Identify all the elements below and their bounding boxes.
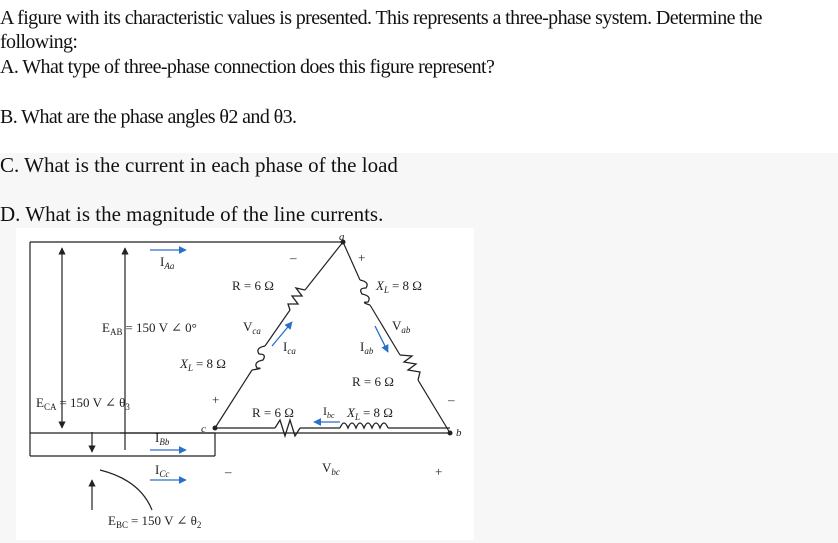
r-ab-label: R = 6 Ω bbox=[352, 374, 394, 389]
node-a-label: a bbox=[339, 231, 345, 243]
i-ca-label: $I_{ca}$ bbox=[283, 339, 296, 356]
plus-bc: + bbox=[435, 464, 443, 479]
xl-bc-label: $X_L = 8$ Ω bbox=[347, 405, 393, 422]
v-bc-label: $V_{bc}$ bbox=[322, 460, 340, 477]
node-c-dot bbox=[213, 426, 218, 431]
plus-ab: + bbox=[358, 250, 366, 265]
node-b-dot bbox=[448, 431, 453, 436]
figure-panel bbox=[16, 228, 474, 540]
xl-ab-label: $X_L = 8$ Ω bbox=[376, 278, 422, 295]
question-a: A. What type of three-phase connection does this figure represent? bbox=[0, 56, 495, 78]
minus-ab: – bbox=[448, 392, 455, 407]
i-ab-label: $I_{ab}$ bbox=[360, 339, 374, 356]
v-ab-label: $V_{ab}$ bbox=[392, 318, 411, 335]
xl-ca-label: $X_L = 8$ Ω bbox=[180, 356, 226, 373]
intro-line-1: A figure with its characteristic values is presented. This represents a three-phase system. Determine the bbox=[0, 7, 762, 29]
e-ab-label: $E_{AB} = 150$ V ∠ 0° bbox=[102, 320, 197, 337]
r-ca-label: R = 6 Ω bbox=[232, 278, 274, 293]
question-d: D. What is the magnitude of the line currents. bbox=[0, 202, 384, 226]
plus-ca: + bbox=[212, 392, 220, 407]
node-c-label: c bbox=[201, 423, 206, 435]
question-c: C. What is the current in each phase of the load bbox=[0, 153, 398, 177]
e-bc-label: $E_{BC} = 150$ V ∠ $\theta_2$ bbox=[108, 513, 202, 530]
node-b-label: b bbox=[456, 427, 462, 439]
r-bc-label: R = 6 Ω bbox=[252, 405, 294, 420]
i-bc-label: $I_{bc}$ bbox=[323, 404, 335, 420]
v-ca-label: $V_{ca}$ bbox=[243, 319, 261, 336]
minus-ca: – bbox=[290, 250, 297, 265]
i-cc-label: $I_{Cc}$ bbox=[155, 462, 170, 479]
i-aa-label: $I_{Aa}$ bbox=[160, 254, 175, 271]
i-bb-label: $I_{Bb}$ bbox=[155, 430, 170, 447]
e-ca-label: $E_{CA} = 150$ V ∠ $\theta_3$ bbox=[36, 395, 130, 412]
question-b: B. What are the phase angles θ2 and θ3. bbox=[0, 106, 297, 128]
minus-bc: – bbox=[225, 464, 232, 479]
intro-line-2: following: bbox=[0, 31, 78, 53]
